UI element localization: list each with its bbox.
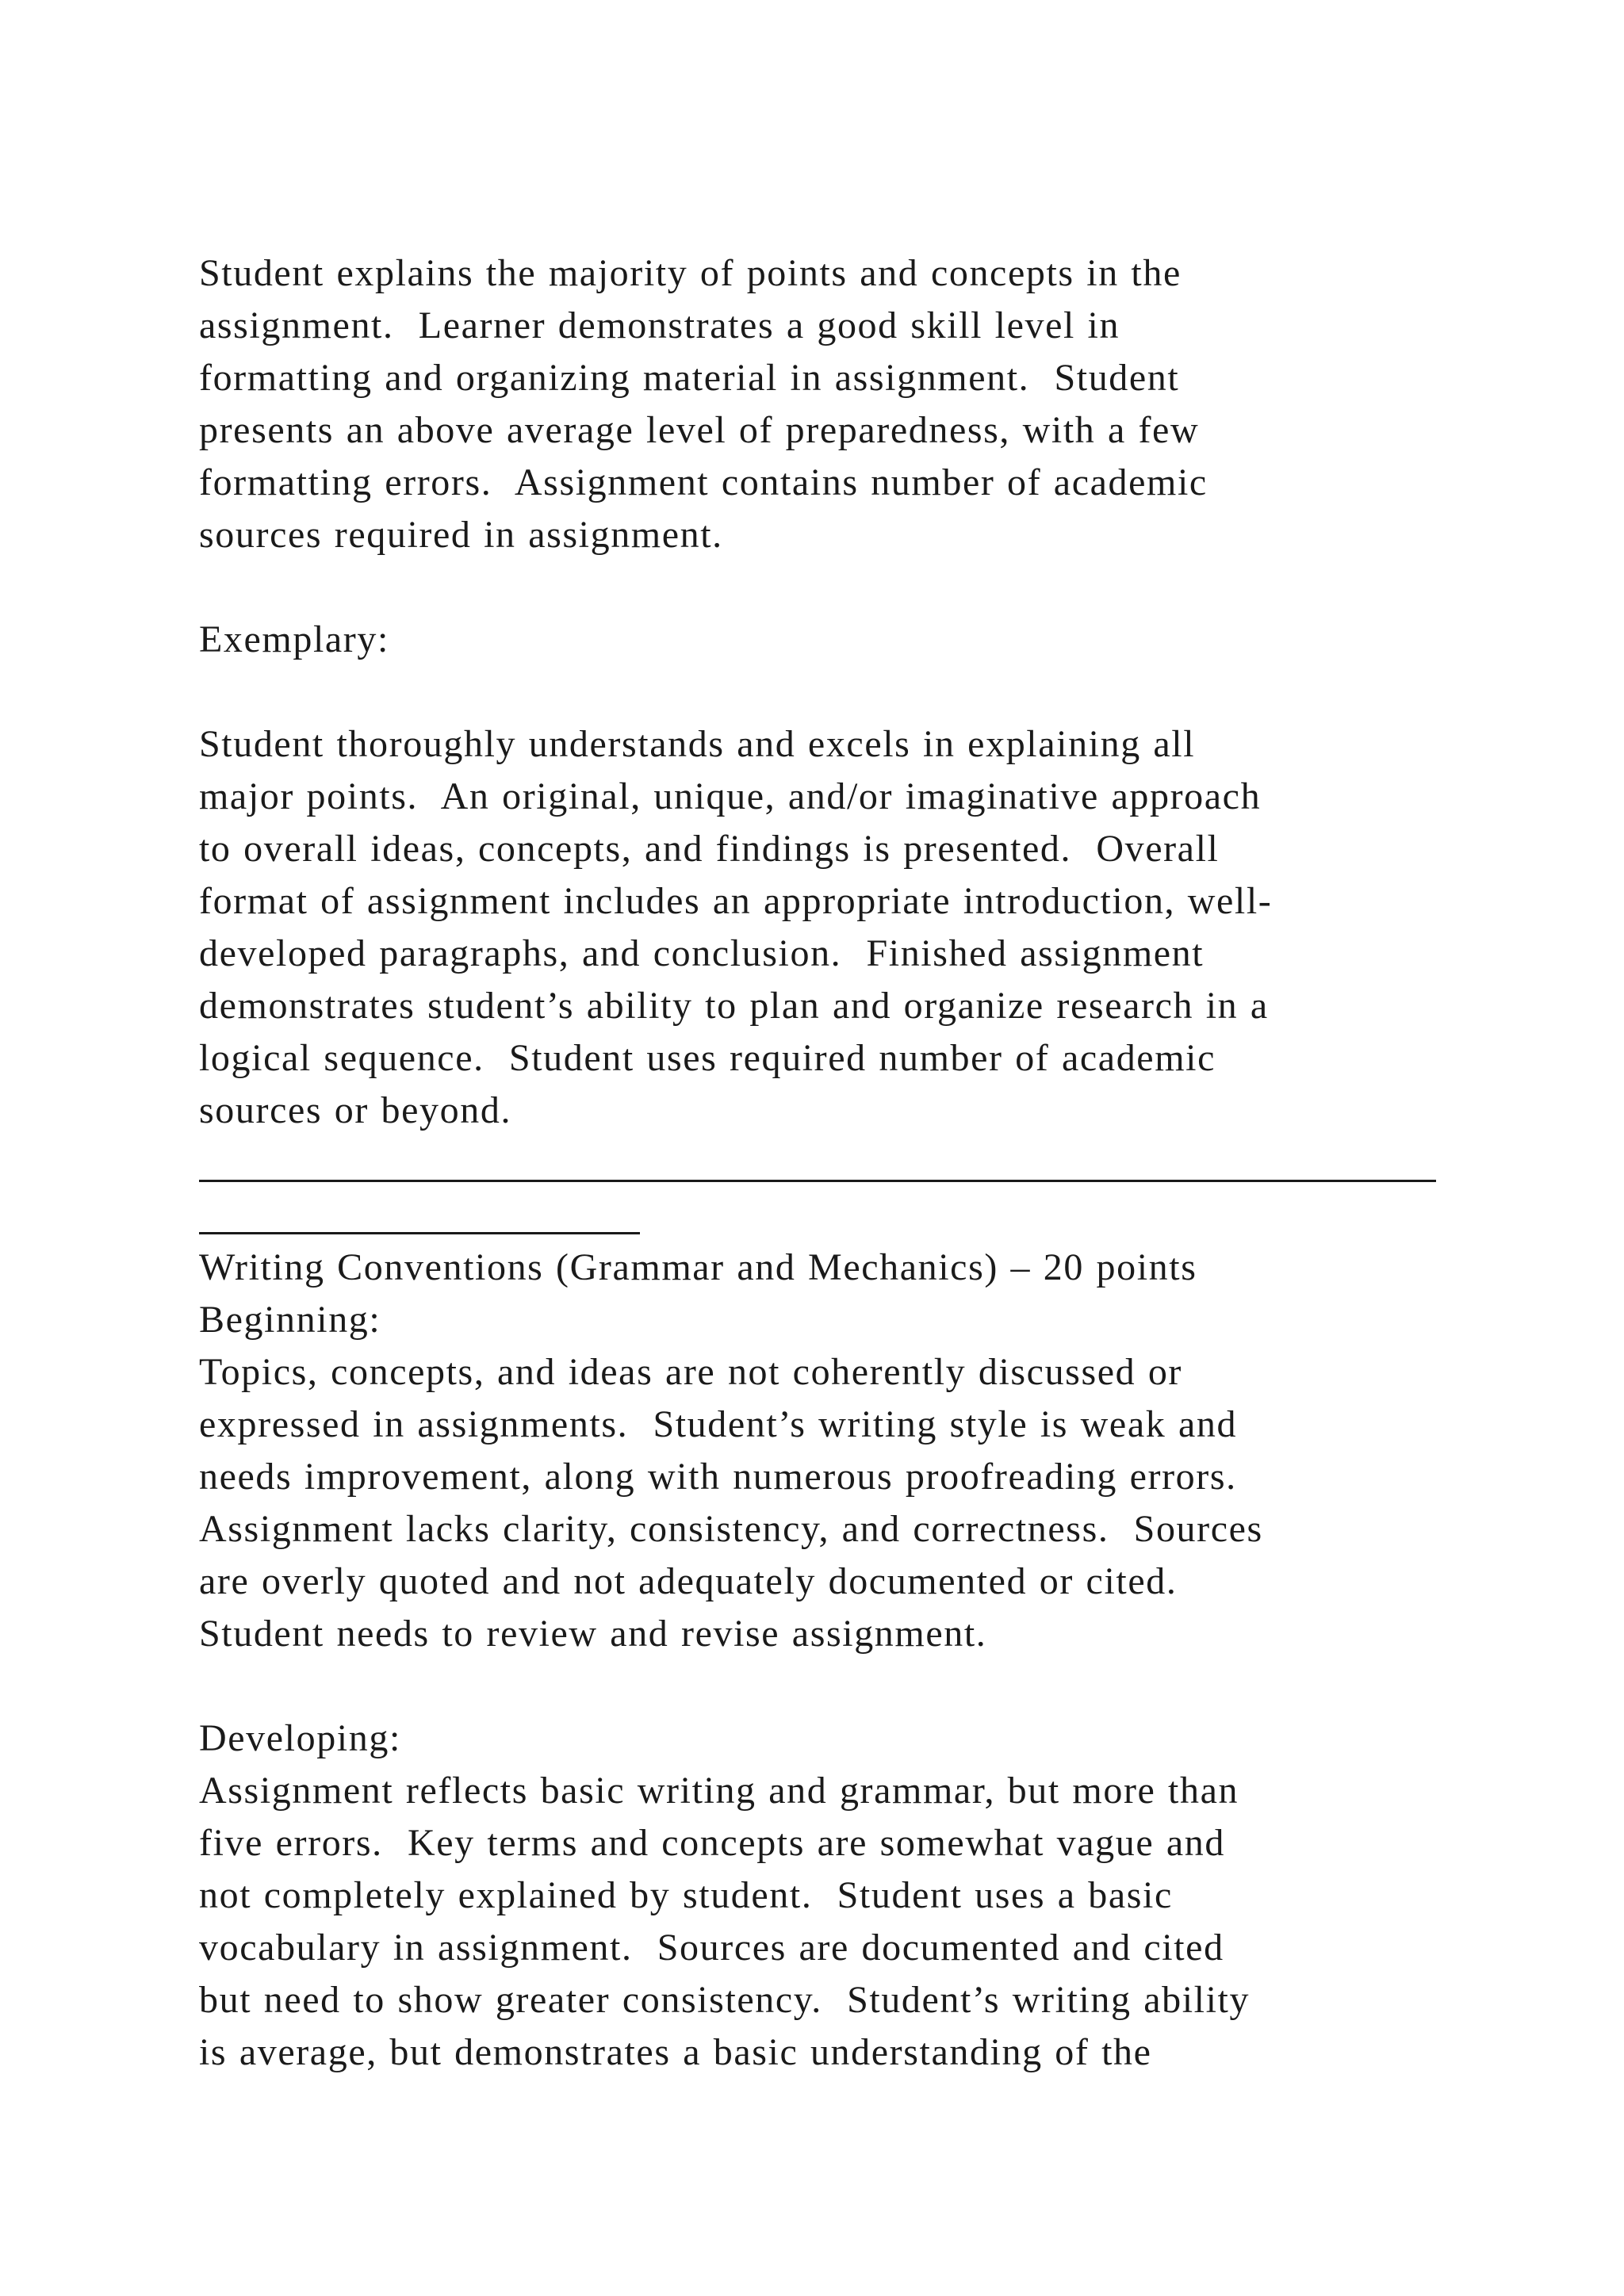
paragraph-line: Student explains the majority of points and concepts in the (199, 252, 1182, 294)
paragraph-line: presents an above average level of preparedness, with a few (199, 409, 1200, 451)
paragraph-line: Assignment reflects basic writing and grammar, but more than (199, 1770, 1239, 1812)
paragraph-line: developed paragraphs, and conclusion. Finished assignment (199, 932, 1205, 974)
document-body (199, 247, 1468, 2079)
beginning-paragraph (199, 1346, 1468, 1660)
paragraph-line: sources or beyond. (199, 1089, 512, 1131)
paragraph-line: assignment. Learner demonstrates a good skill level in (199, 304, 1120, 346)
paragraph-line: to overall ideas, concepts, and findings is presented. Overall (199, 828, 1220, 870)
blank-line (199, 1660, 1468, 1712)
proficient-paragraph (199, 247, 1468, 561)
paragraph-line: major points. An original, unique, and/or imaginative approach (199, 775, 1262, 817)
separator-rule (199, 1189, 1468, 1242)
developing-heading: Developing: (199, 1717, 401, 1759)
separator-rule (199, 1137, 1468, 1189)
paragraph-line: demonstrates student’s ability to plan and organize research in a (199, 985, 1269, 1027)
paragraph-line: not completely explained by student. Student uses a basic (199, 1874, 1173, 1916)
separator-rule-short (199, 1232, 640, 1234)
blank-line (199, 666, 1468, 718)
blank-line (199, 561, 1468, 614)
writing-conventions-heading: Writing Conventions (Grammar and Mechanics) – 20 points (199, 1246, 1197, 1288)
developing-paragraph (199, 1765, 1468, 2079)
paragraph-line: is average, but demonstrates a basic understanding of the (199, 2031, 1152, 2073)
paragraph-line: Student thoroughly understands and excels in explaining all (199, 723, 1196, 765)
paragraph-line: format of assignment includes an appropriate introduction, well- (199, 880, 1273, 922)
paragraph-line: vocabulary in assignment. Sources are documented and cited (199, 1927, 1224, 1969)
paragraph-line: but need to show greater consistency. Student’s writing ability (199, 1979, 1251, 2021)
beginning-heading: Beginning: (199, 1299, 381, 1341)
paragraph-line: Topics, concepts, and ideas are not coherently discussed or (199, 1351, 1183, 1393)
separator-rule-full (199, 1180, 1436, 1182)
paragraph-line: needs improvement, along with numerous proofreading errors. (199, 1456, 1237, 1498)
paragraph-line: sources required in assignment. (199, 514, 723, 556)
exemplary-paragraph (199, 718, 1468, 1137)
paragraph-line: five errors. Key terms and concepts are somewhat vague and (199, 1822, 1225, 1864)
paragraph-line: logical sequence. Student uses required number of academic (199, 1037, 1216, 1079)
paragraph-line: formatting errors. Assignment contains number of academic (199, 461, 1208, 503)
paragraph-line: Student needs to review and revise assignment. (199, 1613, 987, 1655)
paragraph-line: are overly quoted and not adequately documented or cited. (199, 1560, 1178, 1602)
paragraph-line: expressed in assignments. Student’s writing style is weak and (199, 1403, 1238, 1445)
exemplary-heading: Exemplary: (199, 618, 389, 660)
paragraph-line: Assignment lacks clarity, consistency, and correctness. Sources (199, 1508, 1263, 1550)
paragraph-line: formatting and organizing material in assignment. Student (199, 357, 1180, 399)
